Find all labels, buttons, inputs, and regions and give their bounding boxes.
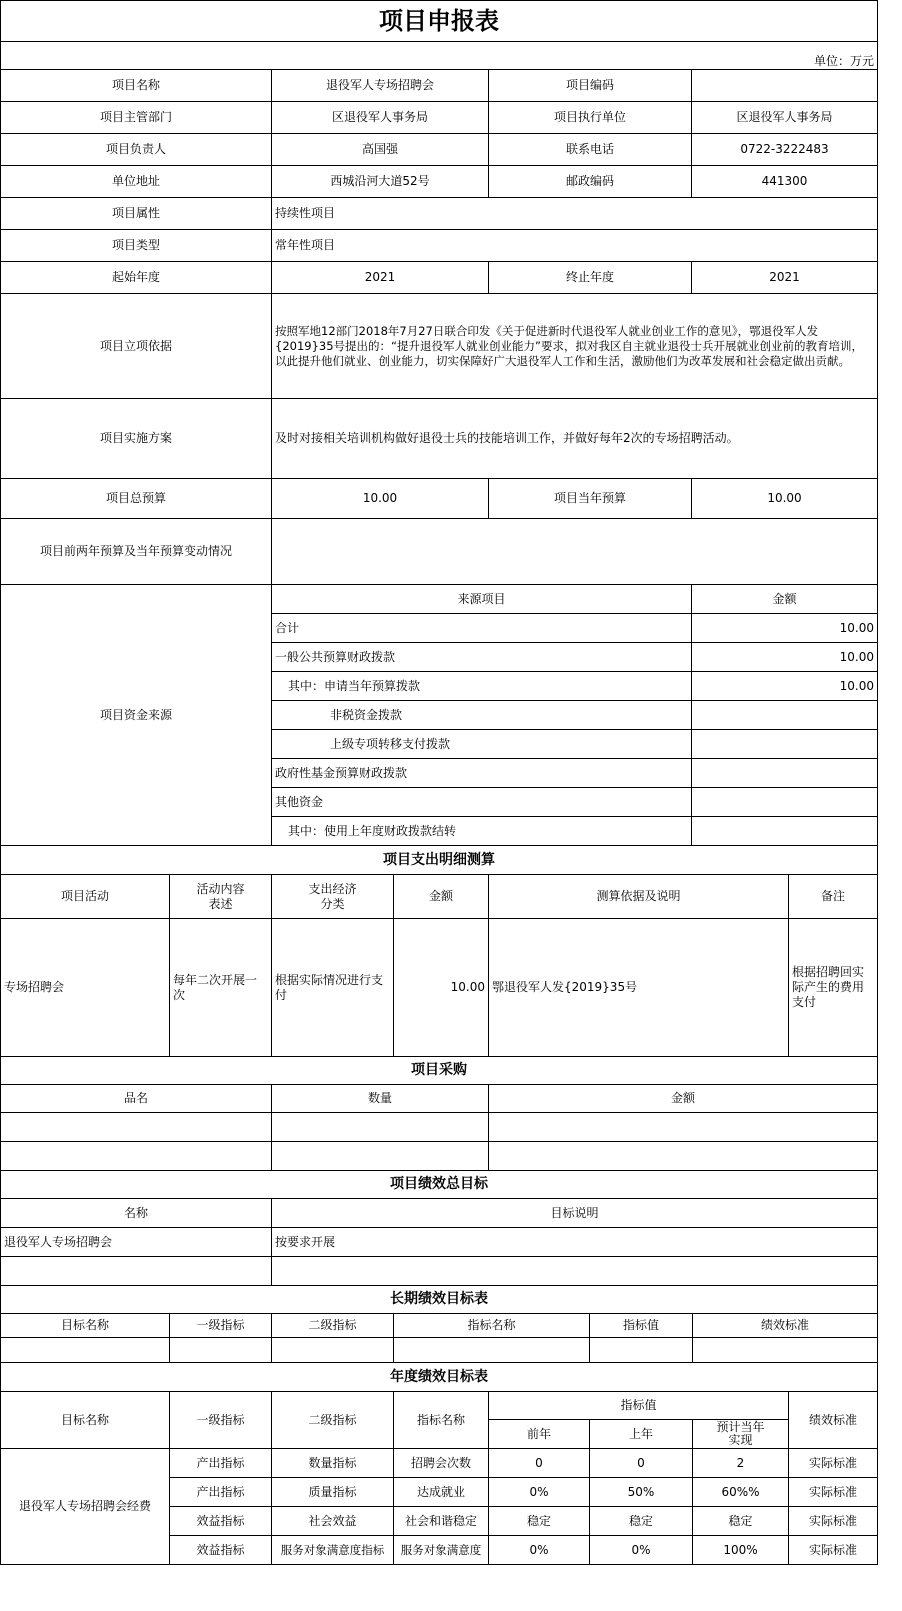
longterm-header: 一级指标	[170, 1314, 272, 1338]
expense-table	[0, 845, 878, 1057]
annual-cell: 60%%	[693, 1478, 789, 1507]
annual-header: 一级指标	[170, 1392, 272, 1449]
phone-label: 联系电话	[489, 134, 692, 166]
year-budget-label: 项目当年预算	[489, 479, 692, 519]
annual-cell: 数量指标	[272, 1449, 394, 1478]
longterm-header: 绩效标准	[693, 1314, 878, 1338]
goal-section-title: 项目绩效总目标	[1, 1171, 878, 1199]
page-title: 项目申报表	[1, 1, 878, 42]
expense-cell: 每年二次开展一次	[170, 919, 272, 1057]
expense-cell: 根据招聘回实际产生的费用支付	[789, 919, 878, 1057]
annual-cell: 达成就业	[394, 1478, 489, 1507]
expense-cell: 10.00	[394, 919, 489, 1057]
project-name-value: 退役军人专场招聘会	[272, 70, 489, 102]
longterm-section-title: 长期绩效目标表	[1, 1286, 878, 1314]
dept-label: 项目主管部门	[1, 102, 272, 134]
procure-cell	[1, 1113, 272, 1142]
longterm-header: 指标值	[590, 1314, 693, 1338]
goal-cell	[1, 1257, 272, 1286]
funding-row-amount: 10.00	[692, 672, 878, 701]
plan-label: 项目实施方案	[1, 399, 272, 479]
expense-header: 备注	[789, 875, 878, 919]
expense-cell: 根据实际情况进行支付	[272, 919, 394, 1057]
attribute-label: 项目属性	[1, 198, 272, 230]
funding-row-name: 合计	[272, 614, 692, 643]
start-year-value: 2021	[272, 262, 489, 294]
annual-cell: 稳定	[590, 1507, 693, 1536]
procure-section-title: 项目采购	[1, 1057, 878, 1085]
procure-cell	[489, 1142, 878, 1171]
type-value: 常年性项目	[272, 230, 878, 262]
address-value: 西城沿河大道52号	[272, 166, 489, 198]
funding-row-amount	[692, 701, 878, 730]
leader-value: 高国强	[272, 134, 489, 166]
annual-subheader: 前年	[489, 1420, 590, 1449]
total-budget-label: 项目总预算	[1, 479, 272, 519]
annual-cell: 0%	[590, 1536, 693, 1565]
funding-row-amount	[692, 730, 878, 759]
end-year-label: 终止年度	[489, 262, 692, 294]
year-budget-value: 10.00	[692, 479, 878, 519]
expense-header: 金额	[394, 875, 489, 919]
annual-cell: 100%	[693, 1536, 789, 1565]
procure-goal-table	[0, 1056, 878, 1286]
project-code-label: 项目编码	[489, 70, 692, 102]
address-label: 单位地址	[1, 166, 272, 198]
funding-row-name: 其中：使用上年度财政拨款结转	[272, 817, 692, 846]
procure-cell	[272, 1113, 489, 1142]
funding-head-amount: 金额	[692, 585, 878, 614]
expense-header: 活动内容 表述	[170, 875, 272, 919]
procure-cell	[1, 1142, 272, 1171]
annual-cell: 0%	[489, 1478, 590, 1507]
basis-label: 项目立项依据	[1, 294, 272, 399]
annual-header: 目标名称	[1, 1392, 170, 1449]
annual-header: 指标值	[489, 1392, 789, 1420]
budget-change-label: 项目前两年预算及当年预算变动情况	[1, 519, 272, 585]
annual-cell: 稳定	[693, 1507, 789, 1536]
start-year-label: 起始年度	[1, 262, 272, 294]
longterm-cell	[272, 1338, 394, 1363]
annual-cell: 0%	[489, 1536, 590, 1565]
annual-cell: 实际标准	[789, 1536, 878, 1565]
total-budget-value: 10.00	[272, 479, 489, 519]
annual-cell: 产出指标	[170, 1449, 272, 1478]
expense-cell: 专场招聘会	[1, 919, 170, 1057]
longterm-cell	[1, 1338, 170, 1363]
application-table	[0, 0, 878, 585]
annual-header: 绩效标准	[789, 1392, 878, 1449]
funding-row-amount	[692, 788, 878, 817]
longterm-cell	[693, 1338, 878, 1363]
annual-cell: 服务对象满意度	[394, 1536, 489, 1565]
type-label: 项目类型	[1, 230, 272, 262]
annual-cell: 实际标准	[789, 1507, 878, 1536]
annual-cell: 0	[489, 1449, 590, 1478]
longterm-header: 指标名称	[394, 1314, 590, 1338]
expense-header: 测算依据及说明	[489, 875, 789, 919]
longterm-header: 目标名称	[1, 1314, 170, 1338]
performance-table	[0, 1285, 878, 1565]
unit-label: 单位：万元	[1, 42, 878, 70]
annual-subheader: 预计当年 实现	[693, 1420, 789, 1449]
annual-cell: 效益指标	[170, 1536, 272, 1565]
annual-cell: 质量指标	[272, 1478, 394, 1507]
annual-cell: 社会和谐稳定	[394, 1507, 489, 1536]
exec-unit-label: 项目执行单位	[489, 102, 692, 134]
funding-row-name: 政府性基金预算财政拨款	[272, 759, 692, 788]
funding-row-name: 其他资金	[272, 788, 692, 817]
zip-label: 邮政编码	[489, 166, 692, 198]
procure-cell	[489, 1113, 878, 1142]
funding-row-name: 非税资金拨款	[272, 701, 692, 730]
leader-label: 项目负责人	[1, 134, 272, 166]
goal-name-value: 退役军人专场招聘会	[1, 1228, 272, 1257]
end-year-value: 2021	[692, 262, 878, 294]
annual-cell: 0	[590, 1449, 693, 1478]
expense-section-title: 项目支出明细测算	[1, 846, 878, 875]
funding-row-amount	[692, 759, 878, 788]
longterm-cell	[394, 1338, 590, 1363]
funding-label: 项目资金来源	[1, 585, 272, 846]
annual-cell: 社会效益	[272, 1507, 394, 1536]
procure-header: 金额	[489, 1085, 878, 1113]
goal-cell	[272, 1257, 878, 1286]
procure-cell	[272, 1142, 489, 1171]
dept-value: 区退役军人事务局	[272, 102, 489, 134]
project-code-value	[692, 70, 878, 102]
annual-cell: 效益指标	[170, 1507, 272, 1536]
annual-target-name: 退役军人专场招聘会经费	[1, 1449, 170, 1565]
annual-cell: 产出指标	[170, 1478, 272, 1507]
procure-header: 数量	[272, 1085, 489, 1113]
annual-cell: 招聘会次数	[394, 1449, 489, 1478]
funding-row-name: 上级专项转移支付拨款	[272, 730, 692, 759]
funding-row-amount: 10.00	[692, 643, 878, 672]
procure-header: 品名	[1, 1085, 272, 1113]
annual-section-title: 年度绩效目标表	[1, 1363, 878, 1392]
expense-header: 支出经济 分类	[272, 875, 394, 919]
basis-value: 按照军地12部门2018年7月27日联合印发《关于促进新时代退役军人就业创业工作的意见》，鄂退役军人发{2019}35号提出的：“提升退役军人就业创业能力”要求，拟对我区自主就业退役士兵开展就业创业前的教育培训，以此提升他们就业、创业能力，切实保障好广大退役军人工作和生活，激励他们为改革发展和社会稳定做出贡献。	[272, 294, 878, 399]
annual-cell: 实际标准	[789, 1449, 878, 1478]
exec-unit-value: 区退役军人事务局	[692, 102, 878, 134]
goal-desc-value: 按要求开展	[272, 1228, 878, 1257]
funding-table	[0, 584, 878, 846]
annual-cell: 实际标准	[789, 1478, 878, 1507]
goal-header: 目标说明	[272, 1199, 878, 1228]
plan-value: 及时对接相关培训机构做好退役士兵的技能培训工作，并做好每年2次的专场招聘活动。	[272, 399, 878, 479]
annual-subheader: 上年	[590, 1420, 693, 1449]
funding-row-name: 一般公共预算财政拨款	[272, 643, 692, 672]
funding-head-source: 来源项目	[272, 585, 692, 614]
project-name-label: 项目名称	[1, 70, 272, 102]
expense-cell: 鄂退役军人发{2019}35号	[489, 919, 789, 1057]
attribute-value: 持续性项目	[272, 198, 878, 230]
longterm-cell	[170, 1338, 272, 1363]
budget-change-value	[272, 519, 878, 585]
zip-value: 441300	[692, 166, 878, 198]
goal-header: 名称	[1, 1199, 272, 1228]
funding-row-amount: 10.00	[692, 614, 878, 643]
annual-cell: 稳定	[489, 1507, 590, 1536]
annual-cell: 服务对象满意度指标	[272, 1536, 394, 1565]
phone-value: 0722-3222483	[692, 134, 878, 166]
annual-cell: 50%	[590, 1478, 693, 1507]
annual-header: 指标名称	[394, 1392, 489, 1449]
annual-cell: 2	[693, 1449, 789, 1478]
longterm-header: 二级指标	[272, 1314, 394, 1338]
longterm-cell	[590, 1338, 693, 1363]
funding-row-amount	[692, 817, 878, 846]
annual-header: 二级指标	[272, 1392, 394, 1449]
funding-row-name: 其中：申请当年预算拨款	[272, 672, 692, 701]
expense-header: 项目活动	[1, 875, 170, 919]
